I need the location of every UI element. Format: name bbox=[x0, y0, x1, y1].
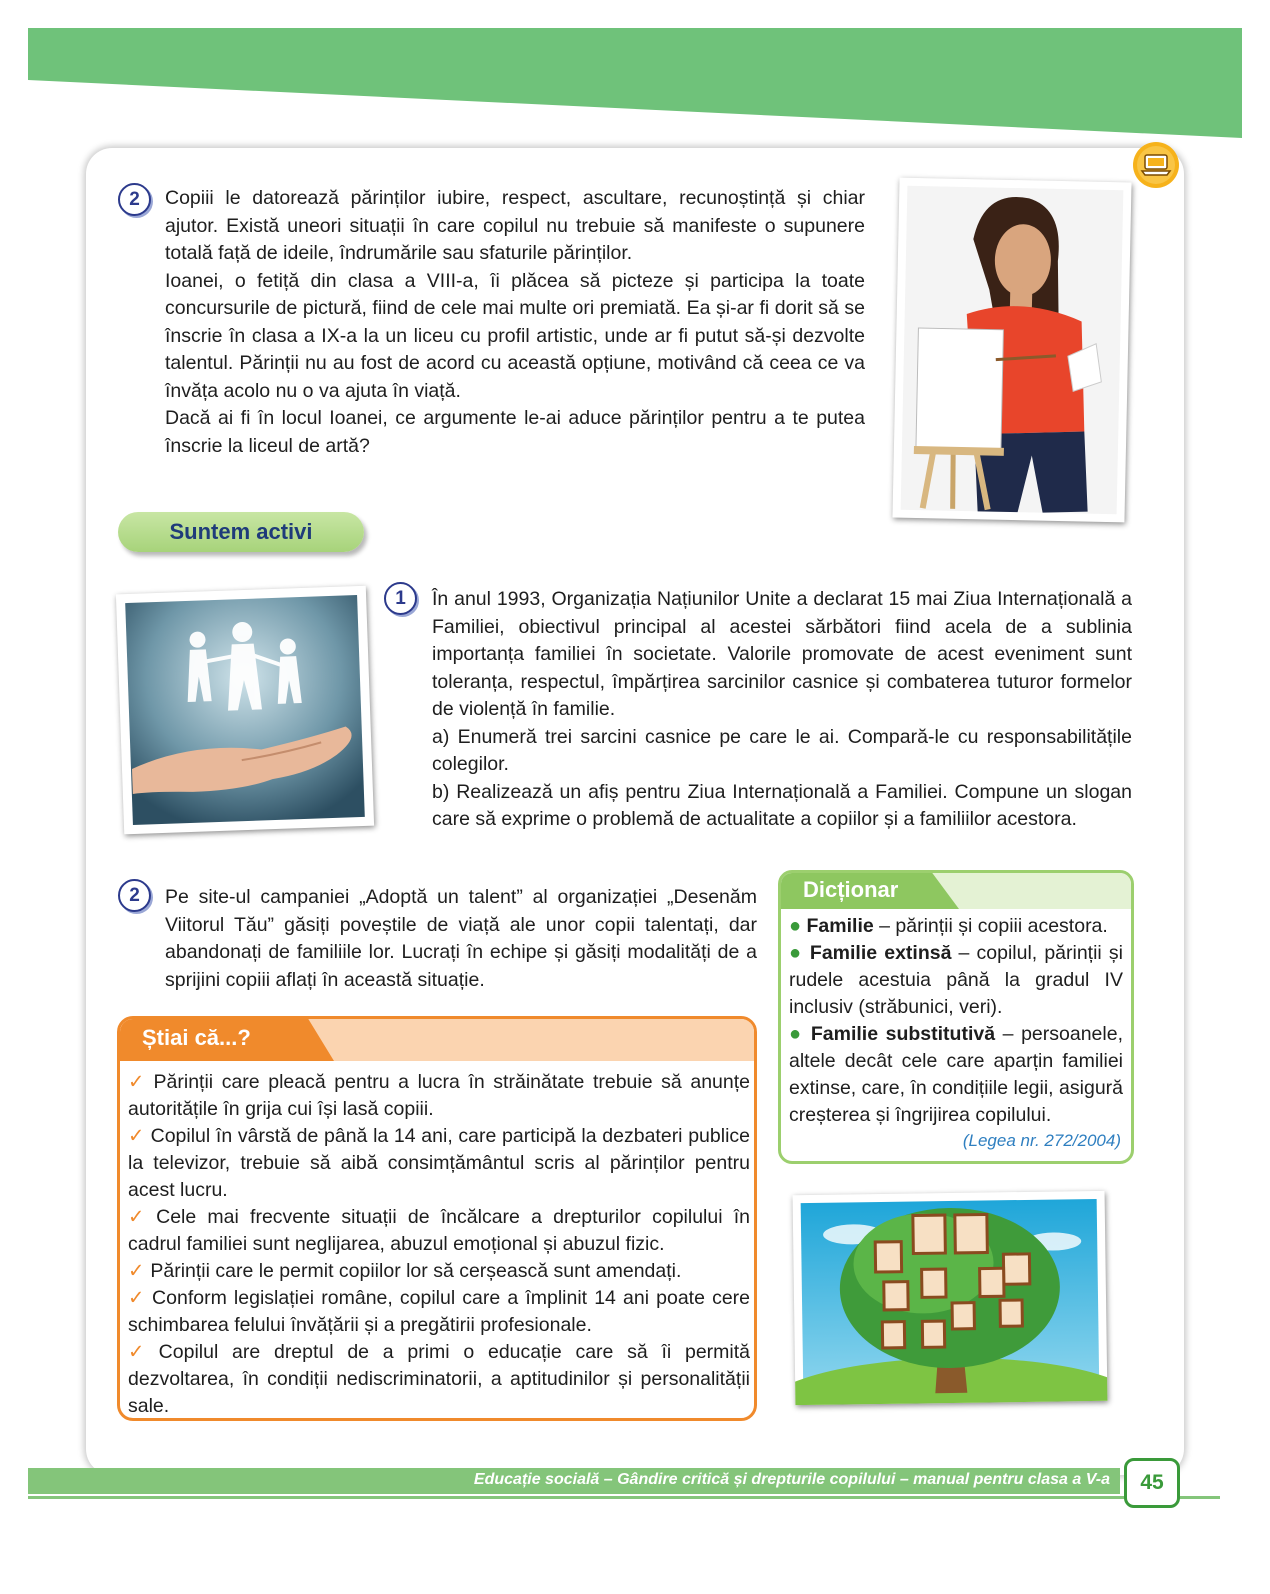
exercise-number: 2 bbox=[118, 183, 151, 216]
checkmark-icon: ✓ bbox=[128, 1287, 147, 1309]
law-source: (Legea nr. 272/2004) bbox=[957, 1131, 1121, 1151]
box-title: Știai că...? bbox=[142, 1025, 251, 1050]
facts-list bbox=[128, 1069, 750, 1420]
family-hand-photo bbox=[116, 586, 374, 835]
checkmark-icon: ✓ bbox=[128, 1260, 145, 1282]
list-item: ✓ Copilul are dreptul de a primi o educație care să îi permită dezvoltarea, în condiții nediscriminatorii, a aptitudinilor și personalității sale. bbox=[128, 1341, 750, 1417]
page-number: 45 bbox=[1124, 1458, 1180, 1508]
bullet-icon: ● bbox=[789, 942, 803, 964]
list-item: ✓ Părinții care pleacă pentru a lucra în străinătate trebuie să anunțe autoritățile în grija cui își lasă copiii. bbox=[128, 1071, 750, 1120]
paragraph: b) Realizează un afiș pentru Ziua Internațională a Familiei. Compune un slogan care să exprime o problemă de actualitate a copiilor și a familiilor acestora. bbox=[432, 780, 1132, 830]
family-tree-illustration bbox=[793, 1191, 1108, 1405]
bullet-icon: ● bbox=[789, 915, 802, 937]
exercise-2-text bbox=[165, 185, 865, 460]
footer-title: Educație socială – Gândire critică și drepturile copilului – manual pentru clasa a V-a bbox=[473, 1471, 1110, 1488]
checkmark-icon: ✓ bbox=[128, 1125, 145, 1147]
list-item: ✓ Conform legislației române, copilul care a împlinit 14 ani poate cere schimbarea felului învățării și a pregătirii profesionale. bbox=[128, 1287, 750, 1336]
dictionary-entry: ● Familie substitutivă – persoanele, altele decât cele care aparțin familiei extinse, care, în condițiile legii, asigură creșterea și îngrijirea copilului. bbox=[789, 1023, 1123, 1126]
paragraph: În anul 1993, Organizația Națiunilor Unite a declarat 15 mai Ziua Internațională a Familiei, obiectivul principal al acestei sărbători fiind acela de a sublinia importanța familiei în societate. Valorile promovate de acest eveniment sunt toleranța, respectul, împărțirea sarcinilor casnice și combaterea tuturor formelor de violență în familie. bbox=[432, 588, 1132, 720]
footer-line bbox=[28, 1496, 1220, 1499]
exercise-number: 2 bbox=[118, 879, 151, 912]
paragraph: a) Enumeră trei sarcini casnice pe care le ai. Compară-le cu responsabilitățile colegilor. bbox=[432, 725, 1132, 775]
bullet-icon: ● bbox=[789, 1023, 804, 1045]
dictionary-entry: ● Familie extinsă – copilul, părinții și rudele acestuia până la gradul IV inclusiv (străbunici, veri). bbox=[789, 942, 1123, 1018]
checkmark-icon: ✓ bbox=[128, 1071, 148, 1093]
section-title: Suntem activi bbox=[118, 512, 364, 552]
dictionary-entry: ● Familie – părinții și copiii acestora. bbox=[789, 915, 1108, 937]
paragraph: Dacă ai fi în locul Ioanei, ce argumente le-ai aduce părinților pentru a te putea înscrie la liceul de artă? bbox=[165, 407, 865, 457]
laptop-icon bbox=[1132, 141, 1180, 189]
did-you-know-box bbox=[117, 1016, 757, 1421]
list-item: ✓ Părinții care le permit copiilor lor să cerșească sunt amendați. bbox=[128, 1260, 682, 1282]
paragraph: Ioanei, o fetiță din clasa a VIII-a, îi plăcea să picteze și participa la toate concursurile de pictură, fiind de cele mai multe ori premiată. Ea și-ar fi dorit să se înscrie în clasa a IX-a la un liceu cu profil artistic, unde ar fi putut să-și dezvolte talentul. Părinții nu au fost de acord cu această opțiune, motivând că ceea ce va învăța acolo nu o va ajuta în viață. bbox=[165, 269, 865, 402]
checkmark-icon: ✓ bbox=[128, 1206, 151, 1228]
checkmark-icon: ✓ bbox=[128, 1341, 153, 1363]
header-band bbox=[28, 28, 1242, 138]
dictionary-box bbox=[778, 870, 1134, 1164]
list-item: ✓ Copilul în vârstă de până la 14 ani, care participă la dezbateri publice la televizor, trebuie să aibă consimțământul scris al părinților pentru acest lucru. bbox=[128, 1125, 750, 1201]
girl-painting-photo bbox=[892, 178, 1131, 523]
exercise-number: 1 bbox=[384, 582, 417, 615]
activity-1-text bbox=[432, 586, 1132, 834]
paragraph: Copiii le datorează părinților iubire, respect, ascultare, recunoștință și chiar ajutor. Există uneori situații în care copilul nu trebuie să manifeste o supunere totală față de ideile, îndrumările sau sfaturile părinților. bbox=[165, 187, 865, 264]
box-title: Dicționar bbox=[803, 877, 899, 902]
activity-2-text: Pe site-ul campaniei „Adoptă un talent” al organizației „Desenăm Viitorul Tău” găsiți poveștile de viață ale unor copii talentați, dar abandonați de familiile lor. Lucrați în echipe și găsiți modalități de a sprijini copiii aflați în această situație. bbox=[165, 886, 757, 991]
list-item: ✓ Cele mai frecvente situații de încălcare a drepturilor copilului în cadrul familiei sunt neglijarea, abuzul emoțional și abuzul fizic. bbox=[128, 1206, 751, 1255]
dictionary-entries bbox=[789, 913, 1123, 1129]
